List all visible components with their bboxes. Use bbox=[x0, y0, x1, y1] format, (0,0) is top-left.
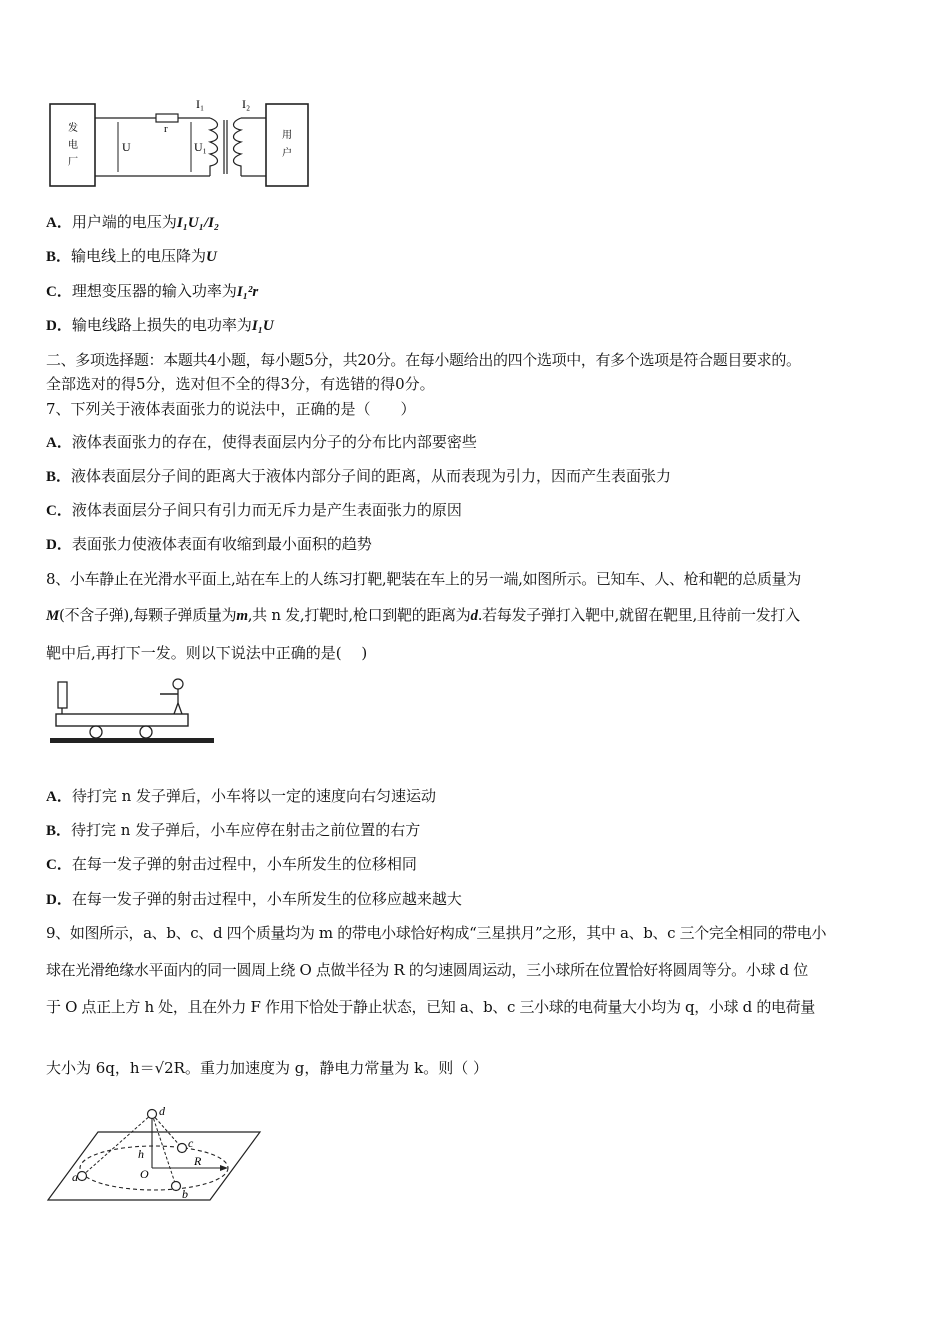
q8-option-b: B．待打完 n 发子弹后，小车应停在射击之前位置的右方 bbox=[46, 821, 421, 839]
cart-shooting-figure bbox=[48, 676, 218, 748]
q7-option-b: B．液体表面层分子间的距离大于液体内部分子间的距离，从而表现为引力，因而产生表面张力 bbox=[46, 467, 672, 485]
q7-option-a: A．液体表面张力的存在，使得表面层内分子的分布比内部要密些 bbox=[46, 433, 477, 451]
ground bbox=[50, 738, 214, 743]
power-plant-char-1: 发 bbox=[68, 123, 78, 134]
q9-stem-line3: 于 O 点正上方 h 处，且在外力 F 作用下恰处于静止状态，已知 a、b、c 三小球的电荷量大小均为 q，小球 d 的电荷量 bbox=[46, 998, 815, 1016]
q6-option-d: D．输电线路上损失的电功率为I₁U bbox=[46, 316, 274, 334]
cart-body bbox=[56, 714, 188, 726]
target-board bbox=[58, 682, 67, 708]
q8-option-c: C．在每一发子弹的射击过程中，小车所发生的位移相同 bbox=[46, 855, 417, 873]
q8-option-d: D．在每一发子弹的射击过程中，小车所发生的位移应越来越大 bbox=[46, 890, 462, 908]
person-head bbox=[173, 679, 183, 689]
label-R: R bbox=[194, 1154, 202, 1168]
ball-d bbox=[148, 1110, 157, 1119]
q7-option-d: D．表面张力使液体表面有收缩到最小面积的趋势 bbox=[46, 535, 372, 553]
q8-stem-line2: M(不含子弹),每颗子弹质量为m,共 n 发,打靶时,枪口到靶的距离为d.若每发子弹打入靶中,就留在靶里,且待前一发打入 bbox=[46, 606, 800, 624]
q7-option-c: C．液体表面层分子间只有引力而无斥力是产生表面张力的原因 bbox=[46, 501, 462, 519]
section2-heading-line1: 二、多项选择题：本题共4小题，每小题5分，共20分。在每小题给出的四个选项中，有多个选项是符合题目要求的。 bbox=[46, 351, 801, 369]
label-O: O bbox=[140, 1167, 149, 1181]
three-stars-figure bbox=[46, 1102, 262, 1204]
q6-option-b: B．输电线上的电压降为U bbox=[46, 247, 217, 265]
user-char-2: 户 bbox=[282, 148, 292, 159]
label-r: r bbox=[164, 123, 168, 135]
q9-stem-line4: 大小为 6q，h＝√2R。重力加速度为 g，静电力常量为 k。则（ ） bbox=[46, 1059, 488, 1077]
label-c: c bbox=[188, 1136, 194, 1150]
ball-b bbox=[172, 1182, 181, 1191]
cart-wheel-right bbox=[140, 726, 152, 738]
resistor-r bbox=[156, 114, 178, 122]
user-char-1: 用 bbox=[282, 130, 292, 141]
ball-a bbox=[78, 1172, 87, 1181]
q6-option-a: A．用户端的电压为I₁U₁/I₂ bbox=[46, 213, 220, 231]
q9-stem-line2: 球在光滑绝缘水平面内的同一圆周上绕 O 点做半径为 R 的匀速圆周运动，三小球所在位置恰好将圆周等分。小球 d 位 bbox=[46, 961, 808, 979]
secondary-coil bbox=[234, 118, 242, 176]
label-b: b bbox=[182, 1187, 188, 1201]
label-U1: U₁ bbox=[194, 140, 207, 154]
label-h: h bbox=[138, 1147, 144, 1161]
label-I2: I₂ bbox=[242, 97, 251, 111]
label-d: d bbox=[159, 1104, 165, 1118]
power-plant-char-3: 厂 bbox=[68, 157, 78, 168]
cart-wheel-left bbox=[90, 726, 102, 738]
q6-option-c: C．理想变压器的输入功率为I₁²r bbox=[46, 282, 259, 300]
q7-stem: 7、下列关于液体表面张力的说法中，正确的是（ ） bbox=[46, 400, 416, 418]
section2-heading-line2: 全部选对的得5分，选对但不全的得3分，有选错的得0分。 bbox=[46, 375, 435, 393]
primary-coil bbox=[210, 118, 218, 176]
transmission-circuit-figure bbox=[46, 96, 316, 191]
label-U: U bbox=[122, 140, 131, 154]
q8-stem-line3: 靶中后,再打下一发。则以下说法中正确的是( ) bbox=[46, 644, 368, 662]
label-a: a bbox=[72, 1170, 78, 1184]
q8-option-a: A．待打完 n 发子弹后，小车将以一定的速度向右匀速运动 bbox=[46, 787, 437, 805]
q9-stem-line1: 9、如图所示，a、b、c、d 四个质量均为 m 的带电小球恰好构成“三星拱月”之形，其中 a、b、c 三个完全相同的带电小 bbox=[46, 924, 827, 942]
ball-c bbox=[178, 1144, 187, 1153]
label-I1: I₁ bbox=[196, 97, 205, 111]
user-box bbox=[266, 104, 308, 186]
power-plant-char-2: 电 bbox=[68, 140, 78, 151]
q8-stem-line1: 8、小车静止在光滑水平面上,站在车上的人练习打靶,靶装在车上的另一端,如图所示。已知车、人、枪和靶的总质量为 bbox=[46, 570, 801, 588]
